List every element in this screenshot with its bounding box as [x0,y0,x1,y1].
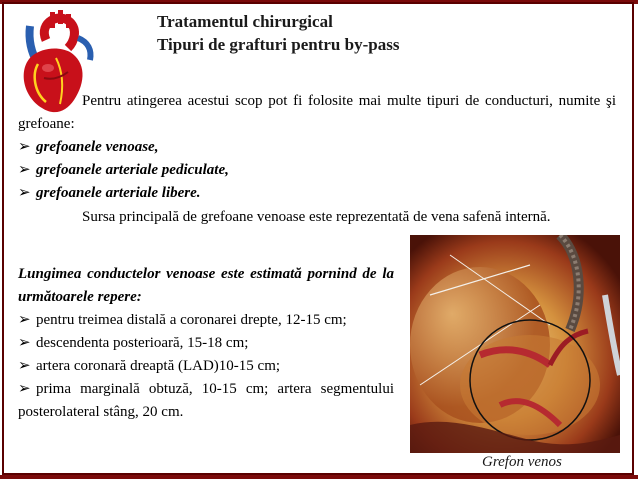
source-text: Sursa principală de grefoane venoase este reprezentată de vena safenă internă. [82,209,551,225]
graft-type-label: grefoanele arteriale libere. [36,185,201,201]
landmarks-block [18,263,394,424]
arrow-bullet-icon: ➢ [18,312,31,328]
arrow-bullet-icon: ➢ [18,162,31,178]
source-paragraph [18,206,616,229]
arrow-bullet-icon: ➢ [18,185,31,201]
graft-types-list [18,136,229,205]
list-item [18,378,394,424]
list-item [18,136,229,159]
landmark-text: pentru treimea distală a coronarei drepte, 12-15 cm; [36,312,347,328]
photo-caption: Grefon venos [482,454,562,470]
list-item [18,309,394,332]
list-item [18,355,394,378]
surgical-photo [410,235,620,453]
arrow-bullet-icon: ➢ [18,139,31,155]
list-item [18,159,229,182]
title-line-2: Tipuri de grafturi pentru by-pass [157,35,400,54]
landmark-text: prima marginală obtuză, 10-15 cm; artera segmentului posterolateral stâng, 20 cm. [18,381,394,420]
list-item [18,332,394,355]
intro-text: Pentru atingerea acestui scop pot fi folosite mai multe tipuri de conducturi, numite şi grefoane: [18,93,616,132]
slide-title [157,10,399,56]
title-line-1: Tratamentul chirurgical [157,12,333,31]
arrow-bullet-icon: ➢ [18,335,31,351]
arrow-bullet-icon: ➢ [18,381,31,397]
graft-type-label: grefoanele venoase, [36,139,159,155]
arrow-bullet-icon: ➢ [18,358,31,374]
graft-type-label: grefoanele arteriale pediculate, [36,162,229,178]
list-item [18,182,229,205]
bottom-border [0,475,638,479]
landmark-text: artera coronară dreaptă (LAD)10-15 cm; [36,358,281,374]
landmark-text: descendenta posterioară, 15-18 cm; [36,335,249,351]
landmarks-heading: Lungimea conductelor venoase este estimată pornind de la următoarele repere: [18,266,394,305]
intro-paragraph [18,90,616,136]
